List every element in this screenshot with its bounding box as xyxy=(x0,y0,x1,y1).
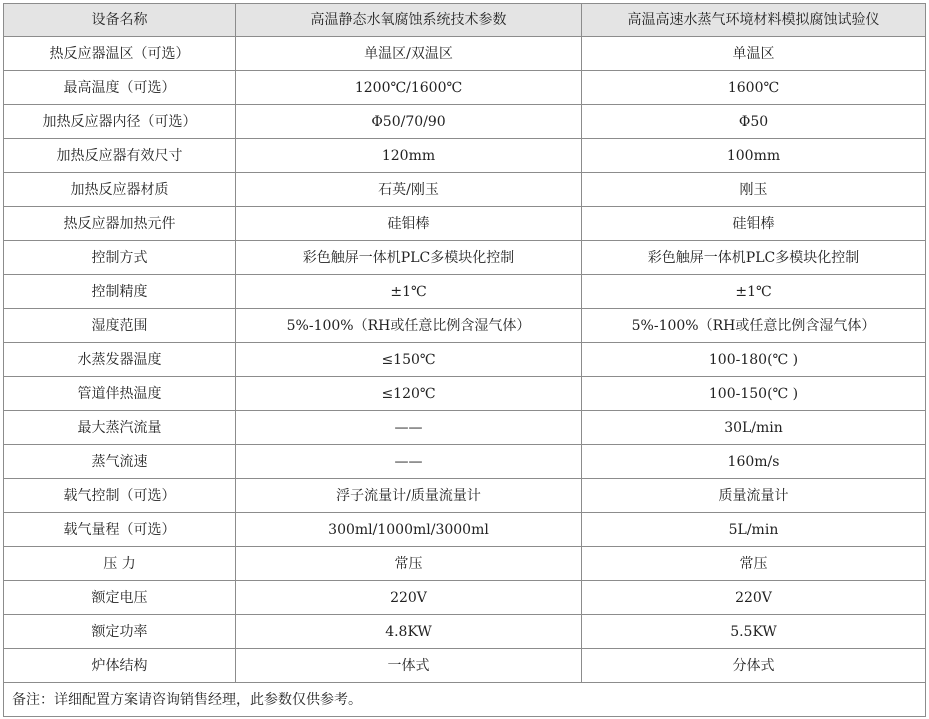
static-system-value-cell: 一体式 xyxy=(236,649,582,683)
static-system-value-cell: 硅钼棒 xyxy=(236,207,582,241)
param-name-cell: 加热反应器有效尺寸 xyxy=(4,139,236,173)
param-name-cell: 压 力 xyxy=(4,547,236,581)
table-row xyxy=(4,71,926,105)
param-name-cell: 额定电压 xyxy=(4,581,236,615)
high-speed-tester-value-cell: 单温区 xyxy=(582,37,926,71)
table-row xyxy=(4,649,926,683)
static-system-value-cell: 220V xyxy=(236,581,582,615)
param-name-cell: 热反应器加热元件 xyxy=(4,207,236,241)
param-name-cell: 加热反应器材质 xyxy=(4,173,236,207)
header-static-system: 高温静态水氧腐蚀系统技术参数 xyxy=(236,4,582,37)
static-system-value-cell: 单温区/双温区 xyxy=(236,37,582,71)
table-body xyxy=(4,4,926,683)
high-speed-tester-value-cell: 分体式 xyxy=(582,649,926,683)
table-row xyxy=(4,615,926,649)
static-system-value-cell: ≤150℃ xyxy=(236,343,582,377)
high-speed-tester-value-cell: 质量流量计 xyxy=(582,479,926,513)
high-speed-tester-value-cell: 刚玉 xyxy=(582,173,926,207)
table-header-row xyxy=(4,4,926,37)
high-speed-tester-value-cell: 常压 xyxy=(582,547,926,581)
static-system-value-cell: —— xyxy=(236,411,582,445)
spec-table-container xyxy=(3,3,925,717)
table-row xyxy=(4,105,926,139)
param-name-cell: 加热反应器内径（可选） xyxy=(4,105,236,139)
param-name-cell: 炉体结构 xyxy=(4,649,236,683)
table-row xyxy=(4,207,926,241)
high-speed-tester-value-cell: 彩色触屏一体机PLC多模块化控制 xyxy=(582,241,926,275)
high-speed-tester-value-cell: 1600℃ xyxy=(582,71,926,105)
static-system-value-cell: 1200℃/1600℃ xyxy=(236,71,582,105)
param-name-cell: 管道伴热温度 xyxy=(4,377,236,411)
high-speed-tester-value-cell: 5L/min xyxy=(582,513,926,547)
table-row xyxy=(4,173,926,207)
table-row xyxy=(4,241,926,275)
param-name-cell: 最高温度（可选） xyxy=(4,71,236,105)
param-name-cell: 额定功率 xyxy=(4,615,236,649)
static-system-value-cell: 浮子流量计/质量流量计 xyxy=(236,479,582,513)
high-speed-tester-value-cell: 100-150(℃ ) xyxy=(582,377,926,411)
static-system-value-cell: ≤120℃ xyxy=(236,377,582,411)
static-system-value-cell: —— xyxy=(236,445,582,479)
header-device-name: 设备名称 xyxy=(4,4,236,37)
table-row xyxy=(4,411,926,445)
static-system-value-cell: 石英/刚玉 xyxy=(236,173,582,207)
high-speed-tester-value-cell: 100-180(℃ ) xyxy=(582,343,926,377)
param-name-cell: 控制精度 xyxy=(4,275,236,309)
table-row xyxy=(4,581,926,615)
param-name-cell: 热反应器温区（可选） xyxy=(4,37,236,71)
param-name-cell: 蒸气流速 xyxy=(4,445,236,479)
table-row xyxy=(4,309,926,343)
table-row xyxy=(4,377,926,411)
spec-comparison-table xyxy=(3,3,926,717)
param-name-cell: 控制方式 xyxy=(4,241,236,275)
static-system-value-cell: ±1℃ xyxy=(236,275,582,309)
param-name-cell: 最大蒸汽流量 xyxy=(4,411,236,445)
table-row xyxy=(4,37,926,71)
table-row xyxy=(4,139,926,173)
high-speed-tester-value-cell: 100mm xyxy=(582,139,926,173)
static-system-value-cell: 5%-100%（RH或任意比例含湿气体） xyxy=(236,309,582,343)
param-name-cell: 载气量程（可选） xyxy=(4,513,236,547)
static-system-value-cell: 常压 xyxy=(236,547,582,581)
static-system-value-cell: 300ml/1000ml/3000ml xyxy=(236,513,582,547)
table-row xyxy=(4,275,926,309)
table-row xyxy=(4,479,926,513)
high-speed-tester-value-cell: Φ50 xyxy=(582,105,926,139)
note-row xyxy=(4,683,926,717)
high-speed-tester-value-cell: 硅钼棒 xyxy=(582,207,926,241)
high-speed-tester-value-cell: 5.5KW xyxy=(582,615,926,649)
param-name-cell: 载气控制（可选） xyxy=(4,479,236,513)
table-row xyxy=(4,343,926,377)
static-system-value-cell: 彩色触屏一体机PLC多模块化控制 xyxy=(236,241,582,275)
param-name-cell: 水蒸发器温度 xyxy=(4,343,236,377)
high-speed-tester-value-cell: 30L/min xyxy=(582,411,926,445)
table-row xyxy=(4,513,926,547)
static-system-value-cell: 120mm xyxy=(236,139,582,173)
header-high-speed-tester: 高温高速水蒸气环境材料模拟腐蚀试验仪 xyxy=(582,4,926,37)
note-text: 备注：详细配置方案请咨询销售经理，此参数仅供参考。 xyxy=(4,683,926,717)
high-speed-tester-value-cell: 220V xyxy=(582,581,926,615)
high-speed-tester-value-cell: ±1℃ xyxy=(582,275,926,309)
high-speed-tester-value-cell: 160m/s xyxy=(582,445,926,479)
table-row xyxy=(4,547,926,581)
static-system-value-cell: Φ50/70/90 xyxy=(236,105,582,139)
static-system-value-cell: 4.8KW xyxy=(236,615,582,649)
table-row xyxy=(4,445,926,479)
param-name-cell: 湿度范围 xyxy=(4,309,236,343)
high-speed-tester-value-cell: 5%-100%（RH或任意比例含湿气体） xyxy=(582,309,926,343)
